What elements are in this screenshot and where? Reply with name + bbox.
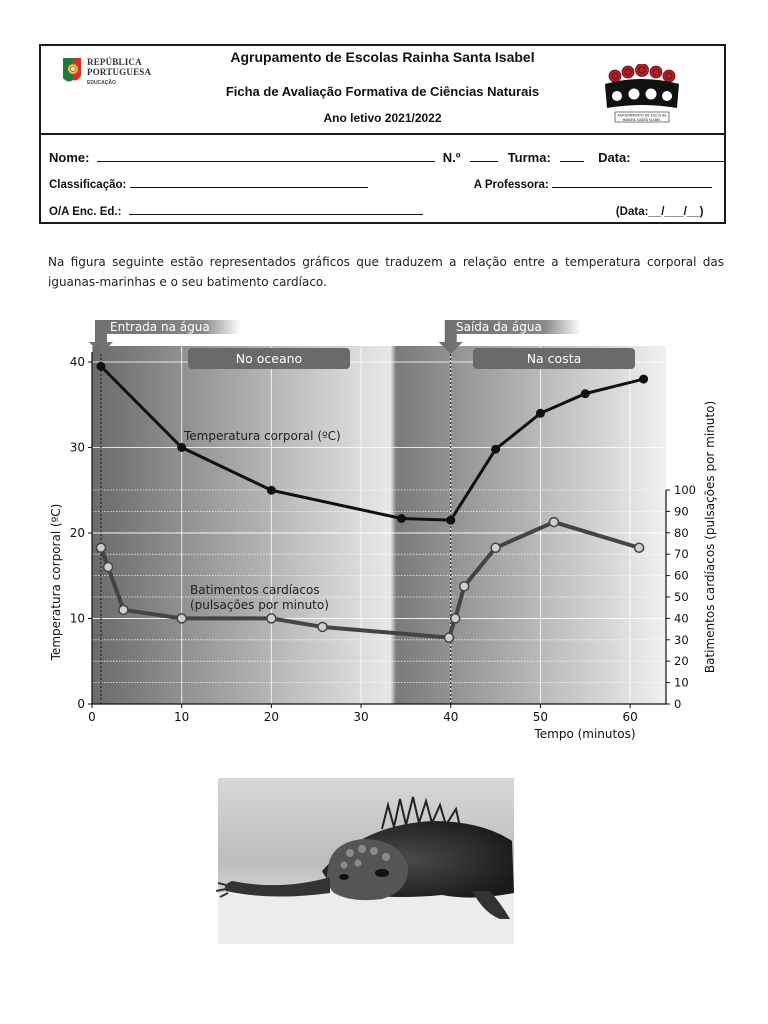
temperature-series-label: Temperatura corporal (ºC) (184, 429, 341, 443)
temperature-point (639, 375, 648, 384)
date-label: Data: (598, 150, 631, 165)
x-tick-label: 50 (532, 710, 549, 724)
y2-tick-label: 30 (674, 632, 689, 647)
school-name: Agrupamento de Escolas Rainha Santa Isabel (230, 49, 535, 65)
y2-tick-label: 0 (674, 697, 682, 711)
temperature-heartbeat-chart (40, 312, 740, 752)
header-top (41, 46, 724, 135)
number-label: N.º (442, 150, 461, 165)
y2-tick-label: 10 (674, 675, 689, 690)
marine-iguana-photo (212, 773, 520, 949)
y-tick-label: 10 (69, 611, 85, 626)
heartbeat-point (318, 622, 327, 631)
x-tick-label: 0 (88, 710, 96, 724)
y2-tick-label: 90 (674, 504, 689, 519)
class-label: Turma: (507, 150, 551, 165)
heartbeat-point (96, 543, 105, 552)
school-crest-icon (601, 64, 683, 126)
logo-sub: EDUCAÇÃO (87, 80, 116, 86)
number-field[interactable] (470, 150, 498, 162)
x-tick-label: 30 (353, 710, 369, 724)
coast-label: Na costa (526, 351, 582, 366)
y2-tick-label: 100 (674, 483, 696, 497)
logo-line-2: PORTUGUESA (87, 67, 152, 77)
guardian-field[interactable] (129, 203, 423, 215)
teacher-field[interactable] (552, 176, 712, 188)
x-tick-label: 20 (263, 710, 280, 724)
logo-line-1: REPÚBLICA (87, 57, 142, 67)
y2-tick-label: 50 (674, 590, 689, 604)
temperature-point (491, 445, 500, 454)
x-tick-label: 60 (622, 710, 638, 724)
y2-tick-label: 70 (674, 547, 689, 562)
temperature-point (446, 516, 455, 525)
y2-tick-label: 80 (674, 525, 689, 540)
heartbeat-point (119, 605, 128, 614)
guardian-date[interactable]: (Data:__/___/__) (615, 206, 704, 218)
name-field[interactable] (97, 150, 435, 162)
heartbeat-point (491, 543, 500, 552)
y2-tick-label: 20 (674, 654, 689, 669)
sheet-title: Ficha de Avaliação Formativa de Ciências Naturais (225, 84, 540, 99)
temperature-point (177, 443, 186, 452)
y-axis-title: Temperatura corporal (ºC) (49, 503, 63, 661)
coast-badge (473, 348, 635, 369)
heartbeat-point (267, 614, 276, 623)
crest-text-1: AGRUPAMENTO DE ESCOLAS (617, 113, 667, 118)
y2-tick-label: 60 (674, 568, 689, 583)
name-label: Nome: (49, 150, 90, 165)
heartbeat-series-label: Batimentos cardíacos (190, 583, 320, 597)
temperature-point (581, 389, 590, 398)
exit-label: Saída da água (456, 320, 542, 334)
grade-label: Classificação: (49, 179, 127, 191)
guardian-label: O/A Enc. Ed.: (49, 206, 122, 218)
temperature-point (397, 514, 406, 523)
school-year: Ano letivo 2021/2022 (323, 111, 442, 125)
intro-paragraph: Na figura seguinte estão representados gráficos que traduzem a relação entre a temperatura corporal das iguanas-marinhas e o seu batimento cardíaco. (48, 255, 724, 289)
y2-tick-label: 40 (674, 611, 689, 626)
ocean-badge (188, 348, 350, 369)
temperature-point (536, 409, 545, 418)
heartbeat-point (451, 614, 460, 623)
temperature-point (267, 486, 276, 495)
heartbeat-point (635, 543, 644, 552)
temperature-point (96, 362, 105, 371)
y-tick-label: 40 (69, 355, 85, 369)
heartbeat-point (549, 518, 558, 527)
row-name (49, 150, 724, 165)
y-tick-label: 30 (69, 440, 85, 455)
y-tick-label: 0 (77, 697, 85, 711)
class-field[interactable] (560, 150, 584, 162)
date-field[interactable] (640, 150, 724, 162)
header-box (39, 44, 726, 224)
heartbeat-point (460, 582, 469, 591)
x-tick-label: 40 (443, 710, 459, 724)
heartbeat-point (104, 563, 113, 572)
heartbeat-point (177, 614, 186, 623)
row-guardian (49, 203, 703, 218)
row-grade (49, 176, 712, 191)
heartbeat-point (444, 633, 453, 642)
ocean-label: No oceano (235, 351, 303, 366)
entry-label: Entrada na água (110, 320, 210, 334)
x-axis-title: Tempo (minutos) (534, 727, 636, 741)
y2-axis-title: Batimentos cardíacos (pulsações por minuto) (703, 400, 717, 674)
grade-field[interactable] (130, 176, 368, 188)
y-tick-label: 20 (69, 526, 85, 540)
plot-background (92, 346, 666, 704)
crest-text-2: RAINHA SANTA ISABEL (622, 118, 662, 122)
teacher-label: A Professora: (473, 179, 549, 191)
x-tick-label: 10 (174, 710, 190, 724)
heartbeat-series-label-2: (pulsações por minuto) (190, 598, 329, 612)
